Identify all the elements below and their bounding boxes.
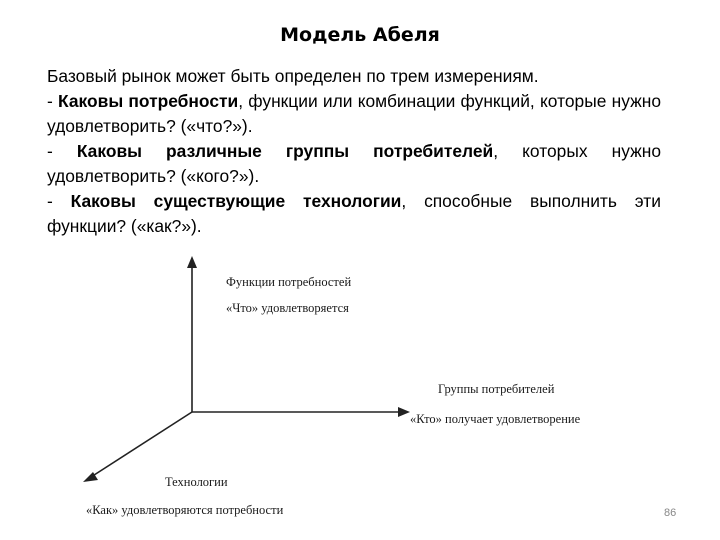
item-rest: , способные выполнить эти функции? («как?»). — [47, 191, 661, 236]
axis-groups-arrowhead — [398, 407, 410, 417]
item-prefix: - — [47, 91, 59, 111]
item-bold: Каковы существующие технологии — [70, 191, 402, 211]
slide-title: Модель Абеля — [280, 24, 440, 46]
item-rest: , функции или комбинации функций, которые нужно удовлетворить? («что?»). — [47, 91, 662, 136]
item-rest: , которых нужно удовлетворить? («кого?»). — [47, 141, 661, 186]
intro-paragraph: Базовый рынок может быть определен по трем измерениям. — [47, 66, 539, 86]
axis-functions-title: Функции потребностей — [226, 275, 352, 289]
item-bold: Каковы различные группы потребителей — [76, 141, 494, 161]
item-prefix: - — [47, 191, 71, 211]
axis-tech-title: Технологии — [165, 475, 228, 489]
axis-groups-subtitle: «Кто» получает удовлетворение — [410, 412, 581, 426]
axis-functions-subtitle: «Что» удовлетворяется — [226, 301, 349, 315]
item-prefix: - — [47, 141, 77, 161]
axis-tech-subtitle: «Как» удовлетворяются потребности — [86, 503, 284, 517]
axis-tech-line — [91, 412, 192, 477]
item-bold: Каковы потребности — [58, 91, 239, 111]
page-number: 86 — [664, 507, 677, 519]
axis-groups-title: Группы потребителей — [438, 382, 555, 396]
axis-functions-arrowhead — [187, 256, 197, 268]
